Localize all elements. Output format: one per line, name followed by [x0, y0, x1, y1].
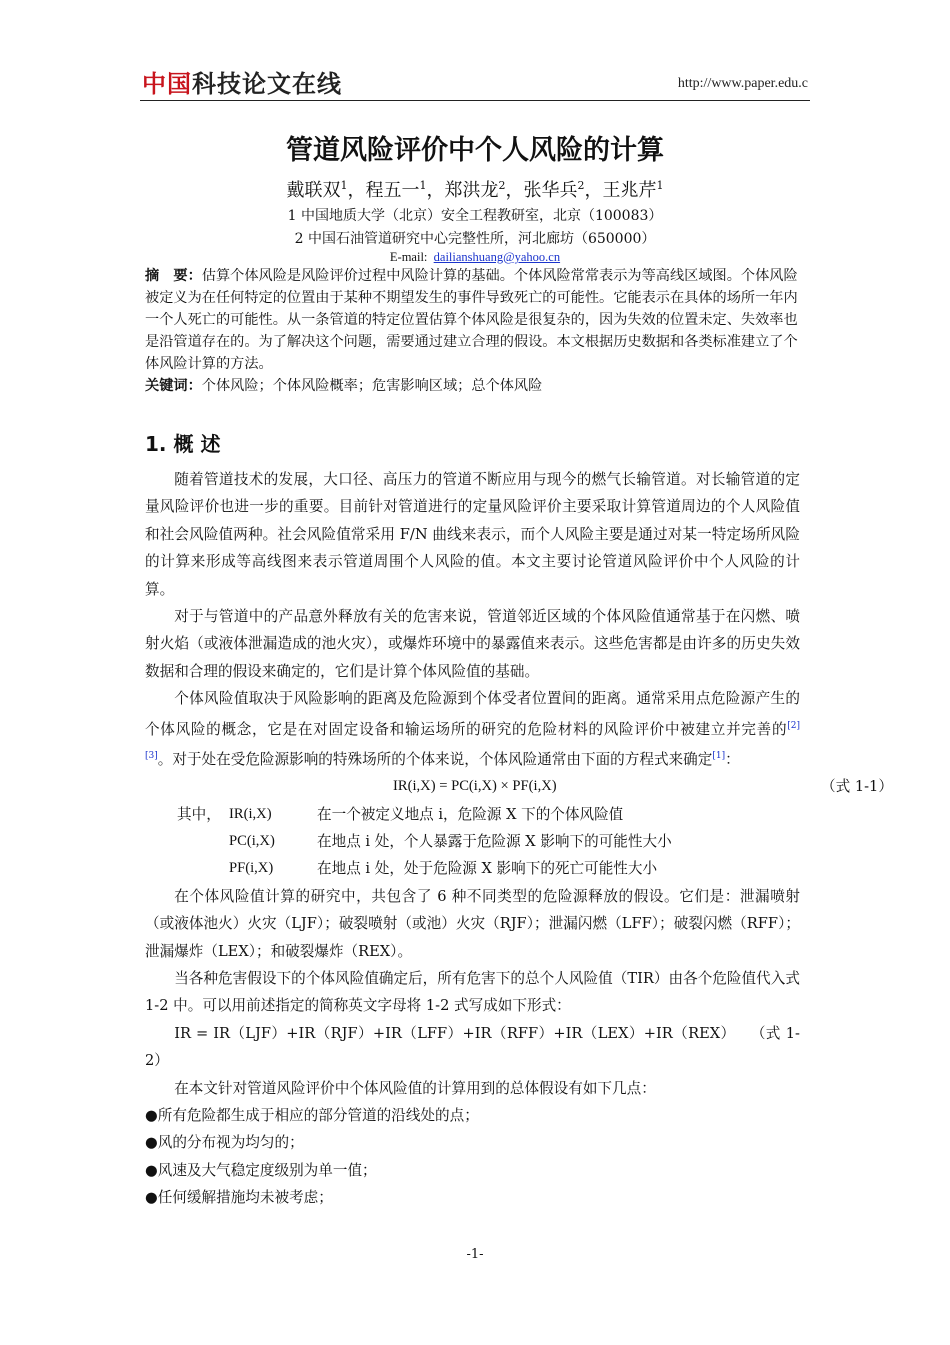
definition-symbol: PC(i,X): [229, 832, 275, 849]
citation-ref[interactable]: [2] [3]: [145, 720, 800, 761]
author-sup: 1: [340, 179, 348, 192]
page-header: [140, 58, 810, 101]
author-list: 戴联双$^1$，程五一$^1$，郑洪龙$^2$，张华兵$^2$，王兆芹$^1$: [286, 179, 664, 201]
paragraph-text: 。对于处在受危险源影响的特殊场所的个体来说，个体风险通常由下面的方程式来确定: [157, 750, 713, 768]
author: 郑洪龙: [444, 180, 499, 201]
paragraph: 在个体风险值计算的研究中，共包含了 6 种不同类型的危险源释放的假设。它们是：泄漏喷射（或液体池火）火灾（LJF）；破裂喷射（或池）火灾（RJF）；泄漏闪燃（LFF）；破裂闪燃（RFF）；泄漏爆炸（LEX）；和破裂爆炸（REX）。: [145, 887, 800, 960]
definition-symbol: IR(i,X): [229, 805, 272, 822]
logo-dark-text: 科技论文在线: [192, 70, 342, 98]
definition-text: 在地点 i 处，个人暴露于危险源 X 影响下的可能性大小: [317, 832, 672, 850]
paragraph: 当各种危害假设下的个体风险值确定后，所有危害下的总个人风险值（TIR）由各个危险值代入式 1-2 中。可以用前述指定的简称英文字母将 1-2 式写成如下形式：: [145, 969, 800, 1015]
definition-symbol: PF(i,X): [229, 860, 274, 877]
paper-title: 管道风险评价中个人风险的计算: [286, 135, 664, 166]
definition-row: [145, 855, 800, 882]
equation-text: IR(i,X) = PC(i,X) × PF(i,X): [393, 778, 557, 795]
definition-text: 在地点 i 处，处于危险源 X 影响下的死亡可能性大小: [317, 860, 658, 878]
site-logo[interactable]: [142, 64, 342, 99]
abstract-text: 估算个体风险是风险评价过程中风险计算的基础。个体风险常常表示为等高线区域图。个体风险被定义为在任何特定的位置由于某种不期望发生的事件导致死亡的可能性。它能表示在具体的场所一年内一个人死亡的可能性。从一条管道的特定位置估算个体风险是很复杂的，因为失效的位置未定、失效率也是沿管道存在的。为了解决这个问题，需要通过建立合理的假设。本文根据历史数据和各类标准建立了个体风险计算的方法。: [145, 268, 798, 372]
author-sup: 2: [577, 179, 585, 192]
logo-red-text: 中国: [142, 70, 192, 98]
affiliation-1: 1 中国地质大学（北京）安全工程教研室，北京（100083）: [287, 208, 663, 224]
author: 张华兵: [523, 180, 578, 201]
equation-2: IR = IR（LJF）+IR（RJF）+IR（LFF）+IR（RFF）+IR（LEX）+IR（REX） （式 1-2）: [145, 1024, 800, 1070]
definition-row: [145, 828, 800, 855]
definition-row: [145, 801, 800, 828]
paragraph: 对于与管道中的产品意外释放有关的危害来说，管道邻近区域的个体风险值通常基于在闪燃、喷射火焰（或液体泄漏造成的池火灾），或爆炸环境中的暴露值来表示。这些危害都是由许多的历史失效数据和合理的假设来确定的，它们是计算个体风险值的基础。: [145, 608, 800, 680]
abstract-label: 摘 要：: [145, 268, 202, 284]
paragraph-text: ：: [725, 750, 740, 768]
bullet-item: ●所有危险都生成于相应的部分管道的沿线处的点；: [145, 1107, 479, 1124]
email-link[interactable]: dailianshuang@yahoo.cn: [433, 250, 561, 264]
section-heading: 1. 概 述: [145, 432, 221, 456]
email-line: [0, 250, 950, 265]
equation-1: [145, 773, 893, 800]
author: 程五一: [365, 180, 420, 201]
author-sup: 2: [498, 179, 506, 192]
section-body: [145, 466, 893, 1212]
email-label: E-mail:: [389, 250, 428, 264]
definition-text: 在一个被定义地点 i，危险源 X 下的个体风险值: [317, 805, 624, 823]
author-sup: 1: [656, 179, 664, 192]
citation-ref[interactable]: [1]: [712, 750, 726, 761]
page-number: -1-: [466, 1247, 484, 1262]
author: 戴联双: [286, 180, 341, 201]
paragraph-text: 个体风险值取决于风险影响的距离及危险源到个体受者位置间的距离。通常采用点危险源产生的个体风险的概念，它是在对固定设备和输运场所的研究的危险材料的风险评价中被建立并完善的: [145, 690, 800, 738]
bullet-item: ●风速及大气稳定度级别为单一值；: [145, 1161, 377, 1179]
author: 王兆芹: [602, 180, 657, 201]
affiliation-2: 2 中国石油管道研究中心完整性所，河北廊坊（650000）: [294, 231, 656, 247]
author-sup: 1: [419, 179, 427, 192]
bullet-item: ●风的分布视为均匀的；: [145, 1134, 304, 1152]
keywords-text: 个体风险；个体风险概率；危害影响区域；总个体风险: [201, 378, 543, 394]
site-url[interactable]: http://www.paper.edu.c: [677, 76, 808, 91]
keywords-label: 关键词：: [145, 378, 202, 394]
abstract: [145, 265, 800, 397]
paragraph: 在本文针对管道风险评价中个体风险值的计算用到的总体假设有如下几点：: [174, 1079, 656, 1097]
paragraph: [145, 685, 800, 773]
paragraph: 随着管道技术的发展，大口径、高压力的管道不断应用与现今的燃气长输管道。对长输管道的定量风险评价也进一步的重要。目前针对管道进行的定量风险评价主要采取计算管道周边的个人风险值和社会风险值两种。社会风险值常采用 F/N 曲线来表示，而个人风险主要是通过对某一特定场所风险的计算来形成等高线图来表示管道周围个人风险的值。本文主要讨论管道风险评价中个人风险的计算。: [145, 471, 800, 598]
bullet-item: ●任何缓解措施均未被考虑；: [145, 1189, 333, 1207]
where-label: 其中，: [177, 805, 221, 823]
equation-number: （式 1-1）: [821, 778, 893, 796]
